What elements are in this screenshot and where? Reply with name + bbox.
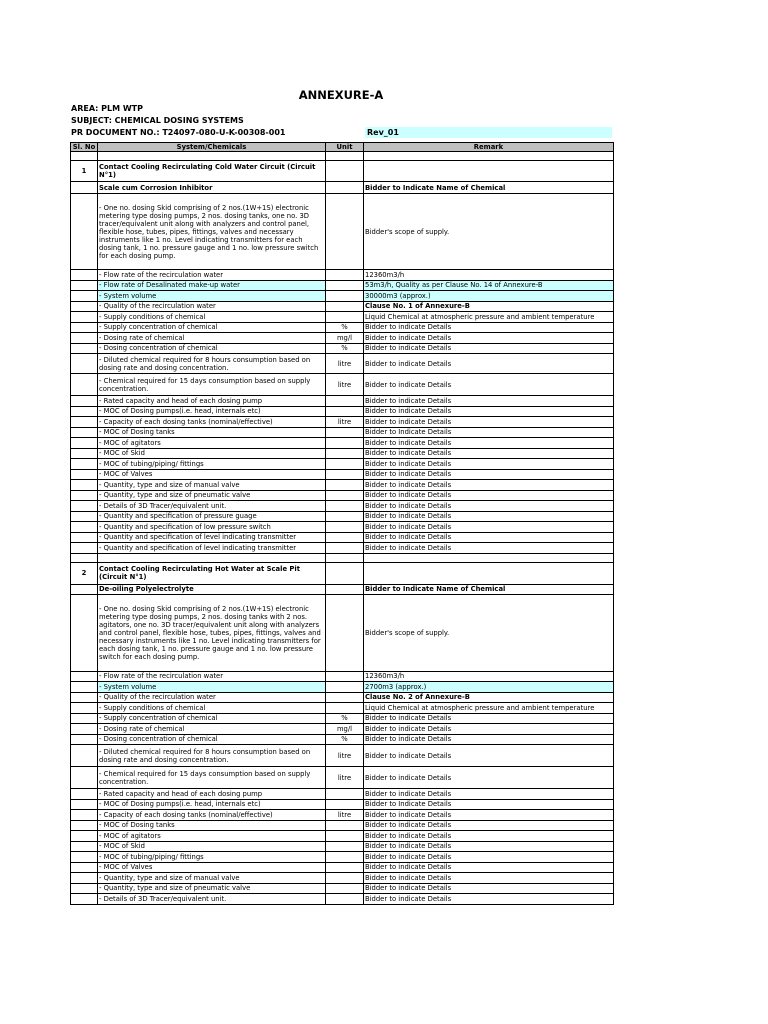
remark-cell: Bidder to indicate Details	[364, 469, 614, 480]
system-cell: - Quantity and specification of pressure guage	[98, 511, 326, 522]
sl-no-cell	[71, 322, 98, 333]
system-cell: - MOC of Valves	[98, 862, 326, 873]
table-row	[71, 438, 614, 449]
unit-cell	[326, 682, 364, 693]
sl-no-cell	[71, 713, 98, 724]
sl-no-cell	[71, 724, 98, 735]
sl-no-cell	[71, 543, 98, 554]
unit-cell: %	[326, 322, 364, 333]
unit-cell	[326, 312, 364, 323]
system-cell: - Supply conditions of chemical	[98, 703, 326, 714]
remark-cell: Bidder to indicate Details	[364, 841, 614, 852]
unit-cell	[326, 280, 364, 291]
remark-cell: Bidder to indicate Details	[364, 333, 614, 344]
system-cell: - MOC of agitators	[98, 438, 326, 449]
unit-cell	[326, 438, 364, 449]
system-cell: - MOC of Dosing pumps(i.e. head, internals etc)	[98, 799, 326, 810]
sl-no-cell	[71, 448, 98, 459]
system-cell: - Details of 3D Tracer/equivalent unit.	[98, 894, 326, 905]
unit-cell	[326, 594, 364, 671]
remark-cell: Bidder to Indicate Name of Chemical	[364, 584, 614, 594]
system-cell: - Chemical required for 15 days consumption based on supply concentration.	[98, 767, 326, 789]
table-row	[71, 280, 614, 291]
unit-cell	[326, 852, 364, 863]
system-cell: - Quality of the recirculation water	[98, 692, 326, 703]
remark-cell: 30000m3 (approx.)	[364, 291, 614, 302]
remark-cell: Bidder to indicate Details	[364, 396, 614, 407]
system-cell: - Diluted chemical required for 8 hours consumption based on dosing rate and dosing concentration.	[98, 745, 326, 767]
table-row	[71, 480, 614, 491]
table-row	[71, 584, 614, 594]
blank-cell	[98, 553, 326, 562]
table-row	[71, 671, 614, 682]
sl-no-cell	[71, 831, 98, 842]
remark-cell: Bidder to indicate Details	[364, 883, 614, 894]
system-cell: - One no. dosing Skid comprising of 2 nos.(1W+1S) electronic metering type dosing pumps, 2 nos. dosing tanks, one no. 3D tracer/equivalent unit along with analyzers and control panel, flexible hose, tubes, pipes, fittings, valves and necessary instruments like 1 no. Level indicating transmitters for each dosing tank, 1 no. pressure gauge and 1 no. low pressure switch for each dosing pump.	[98, 194, 326, 270]
sl-no-cell	[71, 291, 98, 302]
remark-cell: Bidder to indicate Details	[364, 713, 614, 724]
table-row	[71, 291, 614, 302]
table-row	[71, 522, 614, 533]
remark-cell: Bidder to indicate Details	[364, 852, 614, 863]
table-row	[71, 448, 614, 459]
unit-cell	[326, 584, 364, 594]
unit-cell	[326, 448, 364, 459]
remark-cell: Liquid Chemical at atmospheric pressure and ambient temperature	[364, 703, 614, 714]
remark-cell: Bidder to indicate Details	[364, 480, 614, 491]
unit-cell: litre	[326, 374, 364, 396]
sl-no-cell	[71, 459, 98, 470]
sl-no-cell	[71, 703, 98, 714]
blank-cell	[364, 152, 614, 161]
unit-cell	[326, 532, 364, 543]
subject-line: SUBJECT: CHEMICAL DOSING SYSTEMS	[71, 116, 244, 125]
table-row	[71, 767, 614, 789]
unit-cell	[326, 182, 364, 194]
table-row	[71, 883, 614, 894]
sl-no-cell	[71, 427, 98, 438]
unit-cell	[326, 862, 364, 873]
sl-no-cell	[71, 852, 98, 863]
table-row	[71, 501, 614, 512]
unit-cell: litre	[326, 810, 364, 821]
system-cell: - MOC of Skid	[98, 841, 326, 852]
system-cell: - Dosing rate of chemical	[98, 724, 326, 735]
annexure-table	[70, 142, 614, 905]
unit-cell: litre	[326, 745, 364, 767]
sl-no-cell	[71, 883, 98, 894]
table-row	[71, 713, 614, 724]
system-cell: - Diluted chemical required for 8 hours consumption based on dosing rate and dosing concentration.	[98, 354, 326, 374]
unit-cell	[326, 894, 364, 905]
system-cell: - System volume	[98, 291, 326, 302]
table-row	[71, 745, 614, 767]
remark-cell: 12360m3/h	[364, 270, 614, 281]
unit-cell	[326, 820, 364, 831]
sl-no-cell	[71, 406, 98, 417]
sl-no-cell	[71, 182, 98, 194]
system-cell: - MOC of Skid	[98, 448, 326, 459]
remark-cell: Bidder to indicate Details	[364, 322, 614, 333]
table-row	[71, 594, 614, 671]
table-row	[71, 724, 614, 735]
blank-cell	[71, 152, 98, 161]
table-row	[71, 406, 614, 417]
table-row	[71, 682, 614, 693]
system-cell: - Quantity, type and size of pneumatic valve	[98, 883, 326, 894]
table-header-row	[71, 143, 614, 152]
table-row	[71, 820, 614, 831]
system-cell: - Dosing concentration of chemical	[98, 734, 326, 745]
sl-no-cell	[71, 490, 98, 501]
table-row	[71, 894, 614, 905]
remark-cell: 12360m3/h	[364, 671, 614, 682]
sl-no-cell	[71, 374, 98, 396]
table-row	[71, 459, 614, 470]
system-cell: - Quantity and specification of level indicating transmitter	[98, 543, 326, 554]
table-row	[71, 270, 614, 281]
sl-no-cell	[71, 734, 98, 745]
sl-no-cell	[71, 745, 98, 767]
unit-cell	[326, 194, 364, 270]
system-cell: - Rated capacity and head of each dosing pump	[98, 789, 326, 800]
system-cell: - Dosing concentration of chemical	[98, 343, 326, 354]
remark-cell: Bidder to indicate Details	[364, 767, 614, 789]
table-row	[71, 562, 614, 584]
system-cell: - MOC of tubing/piping/ fittings	[98, 459, 326, 470]
unit-cell	[326, 469, 364, 480]
remark-cell: Bidder to Indicate Details	[364, 427, 614, 438]
system-cell: - Quantity, type and size of manual valve	[98, 480, 326, 491]
remark-cell: Bidder to Indicate Name of Chemical	[364, 182, 614, 194]
remark-cell: Bidder to indicate Details	[364, 724, 614, 735]
system-cell: - Capacity of each dosing tanks (nominal/effective)	[98, 417, 326, 428]
sl-no-cell	[71, 799, 98, 810]
system-cell: - Chemical required for 15 days consumption based on supply concentration.	[98, 374, 326, 396]
unit-cell	[326, 799, 364, 810]
sl-no-cell	[71, 810, 98, 821]
sl-no-cell	[71, 682, 98, 693]
system-cell: Contact Cooling Recirculating Hot Water at Scale Pit (Circuit N°1)	[98, 562, 326, 584]
sl-no-cell	[71, 511, 98, 522]
table-row	[71, 417, 614, 428]
sl-no-cell	[71, 767, 98, 789]
remark-cell: Bidder to indicate Details	[364, 820, 614, 831]
system-cell: - Quantity and specification of low pressure switch	[98, 522, 326, 533]
remark-cell	[364, 161, 614, 182]
sl-no-cell	[71, 522, 98, 533]
remark-cell: Bidder to indicate Details	[364, 543, 614, 554]
table-row	[71, 490, 614, 501]
remark-cell: Bidder to indicate Details	[364, 448, 614, 459]
remark-cell: 2700m3 (approx.)	[364, 682, 614, 693]
system-cell: - Quantity, type and size of manual valve	[98, 873, 326, 884]
sl-no-cell	[71, 301, 98, 312]
system-cell: - Supply conditions of chemical	[98, 312, 326, 323]
remark-cell: Bidder to indicate Details	[364, 894, 614, 905]
sl-no-cell	[71, 354, 98, 374]
blank-cell	[326, 152, 364, 161]
table-row	[71, 852, 614, 863]
table-row	[71, 469, 614, 480]
sl-no-cell	[71, 671, 98, 682]
unit-cell	[326, 161, 364, 182]
sl-no-cell: 1	[71, 161, 98, 182]
system-cell: - MOC of Dosing tanks	[98, 427, 326, 438]
system-cell: - Flow rate of the recirculation water	[98, 270, 326, 281]
table-row	[71, 396, 614, 407]
sl-no-cell	[71, 841, 98, 852]
unit-cell	[326, 831, 364, 842]
sl-no-cell	[71, 270, 98, 281]
col-header-remark: Remark	[364, 143, 614, 152]
remark-cell: Bidder to indicate Details	[364, 406, 614, 417]
remark-cell: Bidder to indicate Details	[364, 532, 614, 543]
remark-cell: 53m3/h, Quality as per Clause No. 14 of Annexure-B	[364, 280, 614, 291]
sl-no-cell	[71, 312, 98, 323]
table-row	[71, 333, 614, 344]
unit-cell: litre	[326, 767, 364, 789]
table-row	[71, 322, 614, 333]
system-cell: - MOC of Dosing pumps(i.e. head, internals etc)	[98, 406, 326, 417]
table-row	[71, 194, 614, 270]
unit-cell	[326, 789, 364, 800]
table-row	[71, 161, 614, 182]
system-cell: Contact Cooling Recirculating Cold Water Circuit (Circuit N°1)	[98, 161, 326, 182]
blank-cell	[326, 553, 364, 562]
system-cell: De-oiling Polyelectrolyte	[98, 584, 326, 594]
unit-cell	[326, 490, 364, 501]
table-row	[71, 734, 614, 745]
remark-cell: Bidder to indicate Details	[364, 745, 614, 767]
blank-cell	[98, 152, 326, 161]
sl-no-cell	[71, 862, 98, 873]
table-row	[71, 182, 614, 194]
area-line: AREA: PLM WTP	[71, 104, 143, 113]
col-header-system: System/Chemicals	[98, 143, 326, 152]
system-cell: - Quality of the recirculation water	[98, 301, 326, 312]
sl-no-cell	[71, 594, 98, 671]
remark-cell	[364, 562, 614, 584]
table-row	[71, 511, 614, 522]
system-cell: - MOC of agitators	[98, 831, 326, 842]
remark-cell: Liquid Chemical at atmospheric pressure and ambient temperature	[364, 312, 614, 323]
remark-cell: Bidder to indicate Details	[364, 831, 614, 842]
unit-cell	[326, 501, 364, 512]
unit-cell	[326, 396, 364, 407]
blank-cell	[364, 553, 614, 562]
unit-cell	[326, 562, 364, 584]
unit-cell: litre	[326, 354, 364, 374]
sl-no-cell	[71, 584, 98, 594]
unit-cell: mg/l	[326, 333, 364, 344]
remark-cell: Bidder to indicate Details	[364, 734, 614, 745]
unit-cell	[326, 480, 364, 491]
unit-cell	[326, 873, 364, 884]
unit-cell	[326, 511, 364, 522]
table-row	[71, 703, 614, 714]
system-cell: - Supply concentration of chemical	[98, 322, 326, 333]
table-row	[71, 841, 614, 852]
sl-no-cell	[71, 532, 98, 543]
system-cell: - MOC of tubing/piping/ fittings	[98, 852, 326, 863]
unit-cell: litre	[326, 417, 364, 428]
sl-no-cell	[71, 480, 98, 491]
system-cell: - Flow rate of Desalinated make-up water	[98, 280, 326, 291]
unit-cell	[326, 522, 364, 533]
system-cell: - Flow rate of the recirculation water	[98, 671, 326, 682]
table-row	[71, 374, 614, 396]
unit-cell	[326, 270, 364, 281]
col-header-unit: Unit	[326, 143, 364, 152]
remark-cell: Bidder to indicate Details	[364, 438, 614, 449]
table-row	[71, 799, 614, 810]
remark-cell: Bidder's scope of supply.	[364, 594, 614, 671]
sl-no-cell	[71, 873, 98, 884]
unit-cell	[326, 406, 364, 417]
remark-cell: Bidder to indicate Details	[364, 789, 614, 800]
system-cell: - Quantity and specification of level indicating transmitter	[98, 532, 326, 543]
remark-cell: Bidder to indicate Details	[364, 522, 614, 533]
remark-cell: Clause No. 1 of Annexure-B	[364, 301, 614, 312]
sl-no-cell	[71, 280, 98, 291]
system-cell: - Supply concentration of chemical	[98, 713, 326, 724]
revision-label: Rev_01	[365, 127, 612, 138]
unit-cell	[326, 671, 364, 682]
sl-no-cell	[71, 194, 98, 270]
unit-cell	[326, 459, 364, 470]
sl-no-cell	[71, 501, 98, 512]
unit-cell	[326, 543, 364, 554]
unit-cell	[326, 427, 364, 438]
sl-no-cell	[71, 333, 98, 344]
table-row	[71, 427, 614, 438]
document-title: ANNEXURE-A	[298, 88, 384, 102]
unit-cell	[326, 291, 364, 302]
table-row	[71, 312, 614, 323]
system-cell: - System volume	[98, 682, 326, 693]
unit-cell	[326, 841, 364, 852]
sl-no-cell	[71, 438, 98, 449]
sl-no-cell	[71, 820, 98, 831]
unit-cell: %	[326, 734, 364, 745]
table-row	[71, 831, 614, 842]
table-row	[71, 343, 614, 354]
sl-no-cell	[71, 789, 98, 800]
system-cell: - Quantity, type and size of pneumatic valve	[98, 490, 326, 501]
remark-cell: Bidder to Indicate Details	[364, 799, 614, 810]
table-row	[71, 532, 614, 543]
table-row	[71, 873, 614, 884]
sl-no-cell	[71, 396, 98, 407]
remark-cell: Bidder to indicate Details	[364, 374, 614, 396]
table-row	[71, 862, 614, 873]
table-row	[71, 553, 614, 562]
system-cell: - Dosing rate of chemical	[98, 333, 326, 344]
remark-cell: Bidder to indicate Details	[364, 501, 614, 512]
system-cell: - MOC of Dosing tanks	[98, 820, 326, 831]
remark-cell: Bidder to indicate Details	[364, 810, 614, 821]
unit-cell: %	[326, 343, 364, 354]
sl-no-cell	[71, 692, 98, 703]
unit-cell: mg/l	[326, 724, 364, 735]
pr-document-line: PR DOCUMENT NO.: T24097-080-U-K-00308-001	[71, 128, 286, 137]
sl-no-cell	[71, 343, 98, 354]
remark-cell: Bidder to indicate Details	[364, 511, 614, 522]
remark-cell: Bidder to indicate Details	[364, 417, 614, 428]
remark-cell: Bidder to indicate Details	[364, 862, 614, 873]
unit-cell	[326, 883, 364, 894]
remark-cell: Clause No. 2 of Annexure-B	[364, 692, 614, 703]
col-header-sl-no: Sl. No	[71, 143, 98, 152]
unit-cell	[326, 703, 364, 714]
system-cell: - Capacity of each dosing tanks (nominal/effective)	[98, 810, 326, 821]
blank-cell	[71, 553, 98, 562]
table-row	[71, 152, 614, 161]
table-row	[71, 354, 614, 374]
table-row	[71, 692, 614, 703]
system-cell: - Details of 3D Tracer/equivalent unit.	[98, 501, 326, 512]
remark-cell: Bidder to indicate Details	[364, 343, 614, 354]
table-row	[71, 543, 614, 554]
table-row	[71, 301, 614, 312]
system-cell: Scale cum Corrosion Inhibitor	[98, 182, 326, 194]
sl-no-cell	[71, 417, 98, 428]
sl-no-cell	[71, 469, 98, 480]
system-cell: - MOC of Valves	[98, 469, 326, 480]
unit-cell	[326, 692, 364, 703]
remark-cell: Bidder's scope of supply.	[364, 194, 614, 270]
unit-cell: %	[326, 713, 364, 724]
remark-cell: Bidder to indicate Details	[364, 354, 614, 374]
remark-cell: Bidder to indicate Details	[364, 490, 614, 501]
system-cell: - One no. dosing Skid comprising of 2 nos.(1W+1S) electronic metering type dosing pumps, 2 nos. dosing tanks with 2 nos. agitators, one no. 3D tracer/equivalent unit along with analyzers and control panel, flexible hose, tubes, pipes, fittings, valves and necessary instruments like 1 no. Level indicating transmitters for each dosing tank, 1 no. pressure gauge and 1 no. low pressure switch for each dosing pump.	[98, 594, 326, 671]
table-row	[71, 789, 614, 800]
remark-cell: Bidder to indicate Details	[364, 459, 614, 470]
sl-no-cell: 2	[71, 562, 98, 584]
unit-cell	[326, 301, 364, 312]
remark-cell: Bidder to indicate Details	[364, 873, 614, 884]
system-cell: - Rated capacity and head of each dosing pump	[98, 396, 326, 407]
table-row	[71, 810, 614, 821]
sl-no-cell	[71, 894, 98, 905]
